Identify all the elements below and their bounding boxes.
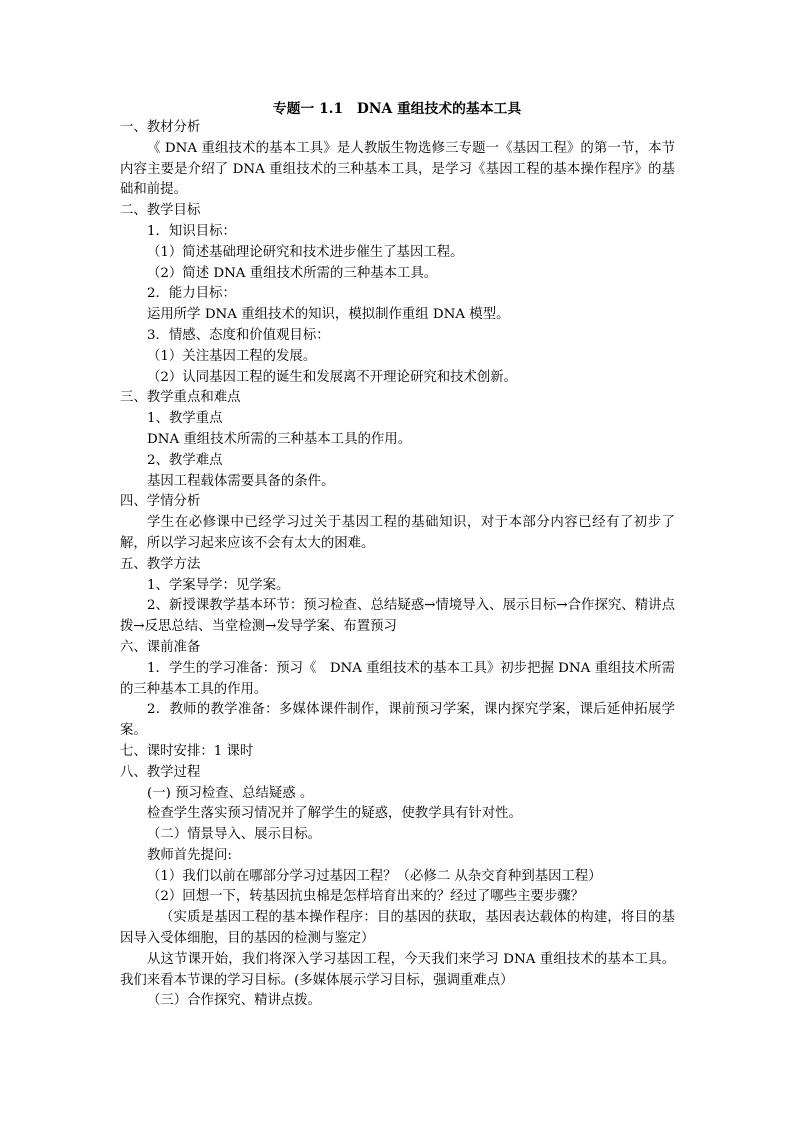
list-item: 2．能力目标： (147, 286, 236, 302)
paragraph: 检查学生落实预习情况并了解学生的疑惑，使教学具有针对性。 (147, 806, 522, 822)
section-heading: 一、教材分析 (120, 120, 201, 135)
paragraph: 从这节课开始，我们将深入学习基因工程，今天我们来学习 DNA 重组技术的基本工具。我们来看本节课的学习目标。(多媒体展示学习目标，强调重难点） (120, 951, 675, 988)
list-item: （2）回想一下，转基因抗虫棉是怎样培育出来的？经过了哪些主要步骤？ (147, 889, 585, 905)
section-heading: 二、教学目标 (120, 203, 201, 219)
paragraph: 基因工程载体需要具备的条件。 (147, 473, 335, 489)
paragraph: 运用所学 DNA 重组技术的知识，模拟制作重组 DNA 模型。 (147, 307, 510, 323)
paragraph: 1．学生的学习准备：预习《 DNA 重组技术的基本工具》初步把握 DNA 重组技术所需的三种基本工具的作用。 (120, 660, 675, 697)
list-item: (一) 预习检查、总结疑惑 。 (147, 785, 314, 801)
section-heading: 五、教学方法 (120, 556, 201, 572)
section-heading: 六、课前准备 (120, 639, 201, 655)
paragraph: 《 DNA 重组技术的基本工具》是人教版生物选修三专题一《基因工程》的第一节，本节内容主要是介绍了 DNA 重组技术的三种基本工具，是学习《基因工程的基本操作程序》的基础和前提。 (120, 140, 675, 198)
list-item: （三）合作探究、精讲点拨。 (147, 993, 322, 1009)
section-heading: 八、教学过程 (120, 764, 201, 780)
list-item: （1）我们以前在哪部分学习过基因工程？（必修二 从杂交育种到基因工程） (147, 868, 602, 884)
section-heading: 三、教学重点和难点 (120, 390, 241, 406)
paragraph: 2、新授课教学基本环节：预习检查、总结疑惑→情境导入、展示目标→合作探究、精讲点拨→反思总结、当堂检测→发导学案、布置预习 (120, 598, 675, 635)
list-item: （2）认同基因工程的诞生和发展离不开理论研究和技术创新。 (147, 369, 518, 385)
paragraph: （实质是基因工程的基本操作程序：目的基因的获取，基因表达载体的构建，将目的基因导入受体细胞，目的基因的检测与鉴定） (120, 910, 675, 947)
paragraph: 学生在必修课中已经学习过关于基因工程的基础知识，对于本部分内容已经有了初步了解，所以学习起来应该不会有太大的困难。 (120, 515, 675, 551)
list-item: 1．知识目标： (147, 223, 236, 239)
paragraph: 2．教师的教学准备：多媒体课件制作，课前预习学案，课内探究学案，课后延伸拓展学案。 (120, 702, 675, 739)
list-item: （1）关注基因工程的发展。 (147, 348, 317, 364)
document-body (120, 118, 675, 1012)
paragraph: 教师首先提问: (147, 847, 232, 863)
list-item: （2）简述 DNA 重组技术所需的三种基本工具。 (147, 265, 438, 281)
document-title: 专题一 1.1 DNA 重组技术的基本工具 (272, 101, 522, 117)
section-heading: 四、学情分析 (120, 494, 201, 510)
list-item: 3．情感、态度和价值观目标： (147, 327, 330, 343)
list-item: 2、教学难点 (147, 452, 223, 468)
paragraph: DNA 重组技术所需的三种基本工具的作用。 (147, 431, 412, 447)
list-item: 1、教学重点 (147, 411, 223, 427)
section-heading: 七、课时安排：1 课时 (120, 743, 254, 759)
list-item: 1、学案导学：见学案。 (147, 577, 290, 593)
list-item: （二）情景导入、展示目标。 (147, 827, 322, 843)
list-item: （1）简述基础理论研究和技术进步催生了基因工程。 (147, 244, 464, 260)
